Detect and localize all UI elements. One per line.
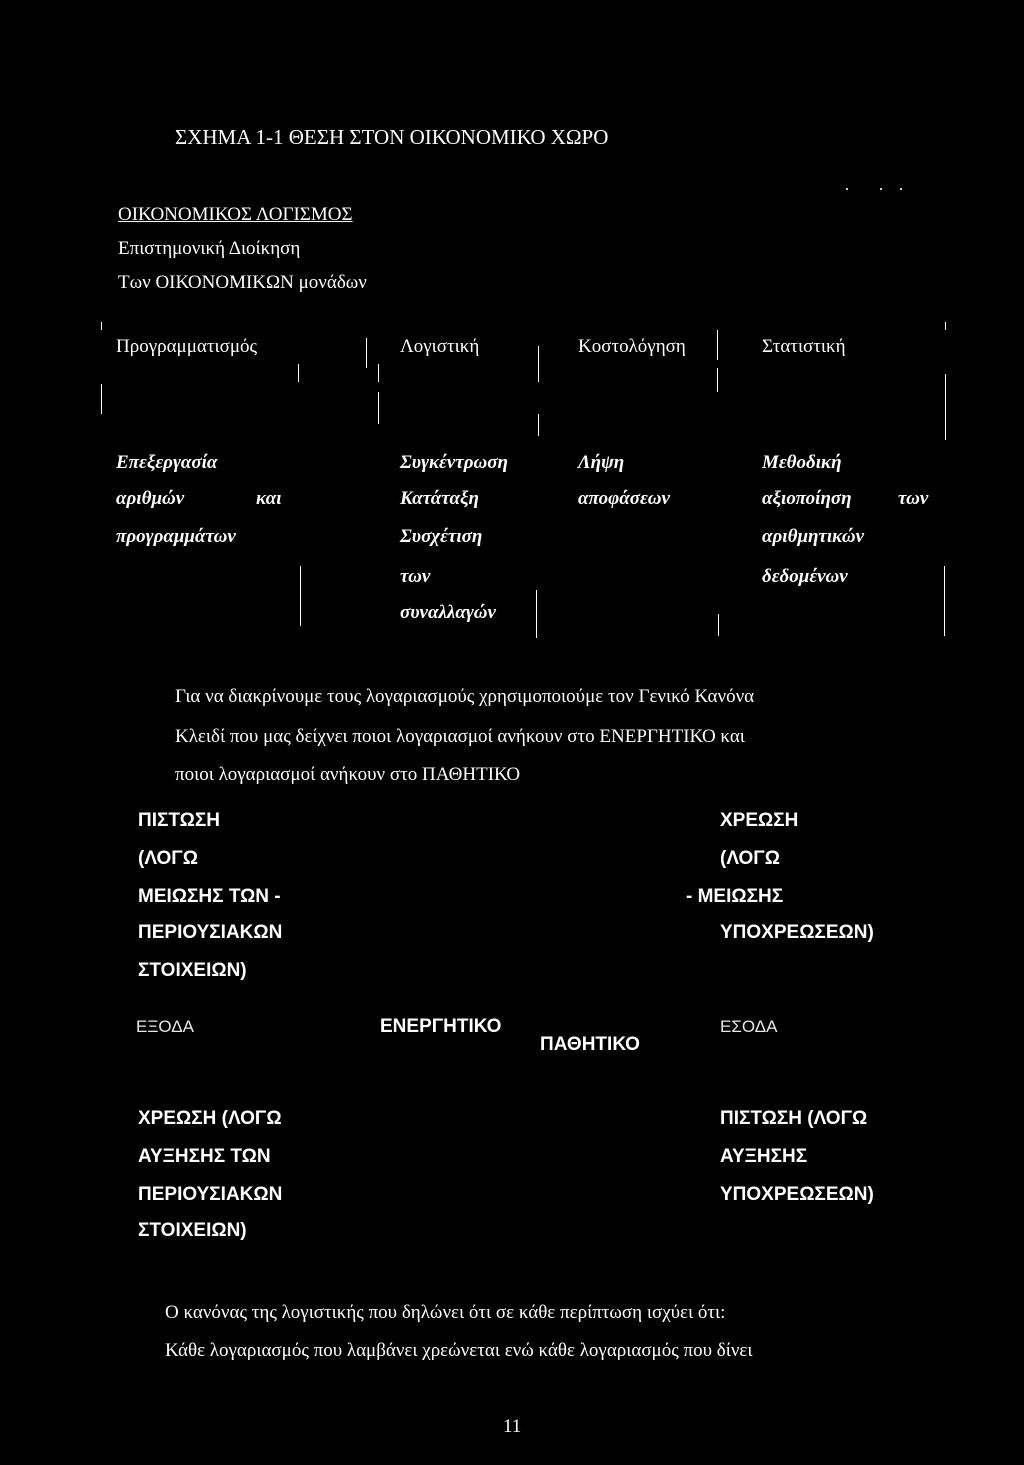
- connector-line: [718, 614, 719, 636]
- debit-increase-assets-3: ΠΕΡΙΟΥΣΙΑΚΩΝ: [138, 1184, 283, 1205]
- liabilities-label: ΠΑΘΗΤΙΚΟ: [540, 1034, 640, 1055]
- scan-mark: [846, 188, 848, 190]
- intro-line-1: Για να διακρίνουμε τους λογαριασμούς χρησιμοποιούμε τον Γενικό Κανόνα: [175, 686, 755, 707]
- connector-line: [536, 590, 537, 638]
- detail-col4-line4: δεδομένων: [762, 566, 848, 587]
- detail-col1-line2: αριθμών: [116, 488, 185, 509]
- detail-col3-line2: αποφάσεων: [578, 488, 670, 509]
- detail-col2-line5: συναλλαγών: [400, 602, 496, 623]
- detail-col1-and: και: [256, 488, 282, 509]
- debit-decrease-liabilities-4: ΥΠΟΧΡΕΩΣΕΩΝ): [720, 922, 874, 943]
- scan-mark: [900, 188, 902, 190]
- detail-col2-line3: Συσχέτιση: [400, 526, 483, 547]
- footer-line-2: Κάθε λογαριασμός που λαμβάνει χρεώνεται ενώ κάθε λογαριασμός που δίνει: [165, 1340, 753, 1361]
- branch-statistics: Στατιστική: [762, 336, 846, 357]
- income-label: ΕΣΟΔΑ: [720, 1017, 778, 1036]
- connector-line: [101, 384, 102, 414]
- header-line-2: Των ΟΙΚΟΝΟΜΙΚΩΝ μονάδων: [118, 272, 367, 293]
- detail-col2-line2: Κατάταξη: [400, 488, 479, 509]
- detail-col2-line4: των: [400, 566, 431, 587]
- debit-decrease-liabilities-3: - ΜΕΙΩΣΗΣ: [686, 886, 784, 907]
- credit-increase-liabilities-1: ΠΙΣΤΩΣΗ (ΛΟΓΩ: [720, 1108, 868, 1129]
- credit-increase-liabilities-3: ΥΠΟΧΡΕΩΣΕΩΝ): [720, 1184, 874, 1205]
- credit-decrease-assets-3: ΜΕΙΩΣΗΣ ΤΩΝ -: [138, 886, 281, 907]
- debit-increase-assets-4: ΣΤΟΙΧΕΙΩΝ): [138, 1220, 247, 1241]
- connector-line: [538, 414, 539, 436]
- connector-line: [378, 392, 379, 424]
- intro-line-2: Κλειδί που μας δείχνει ποιοι λογαριασμοί ανήκουν στο ΕΝΕΡΓΗΤΙΚΟ και: [175, 726, 745, 747]
- scan-mark: [880, 188, 882, 190]
- debit-decrease-liabilities-2: (ΛΟΓΩ: [720, 848, 780, 869]
- connector-line: [378, 364, 379, 382]
- assets-label: ΕΝΕΡΓΗΤΙΚΟ: [380, 1016, 502, 1037]
- credit-increase-liabilities-2: ΑΥΞΗΣΗΣ: [720, 1146, 808, 1167]
- connector-line: [945, 322, 946, 330]
- detail-col4-line3: αριθμητικών: [762, 526, 865, 547]
- credit-decrease-assets-5: ΣΤΟΙΧΕΙΩΝ): [138, 960, 247, 981]
- branch-costing: Κοστολόγηση: [578, 336, 686, 357]
- section-heading: ΟΙΚΟΝΟΜΙΚΟΣ ΛΟΓΙΣΜΟΣ: [118, 204, 353, 225]
- connector-line: [945, 374, 946, 440]
- credit-decrease-assets-2: (ΛΟΓΩ: [138, 848, 198, 869]
- footer-line-1: Ο κανόνας της λογιστικής που δηλώνει ότι σε κάθε περίπτωση ισχύει ότι:: [165, 1302, 726, 1323]
- debit-increase-assets-1: ΧΡΕΩΣΗ (ΛΟΓΩ: [138, 1108, 282, 1129]
- debit-decrease-liabilities-1: ΧΡΕΩΣΗ: [720, 810, 799, 831]
- detail-col4-line1: Μεθοδική: [762, 452, 842, 473]
- connector-line: [717, 330, 718, 360]
- detail-col3-line1: Λήψη: [578, 452, 625, 473]
- detail-col1-line3: προγραμμάτων: [116, 526, 236, 547]
- detail-col1-line1: Επεξεργασία: [116, 452, 218, 473]
- detail-col2-line1: Συγκέντρωση: [400, 452, 508, 473]
- branch-accounting: Λογιστική: [400, 336, 480, 357]
- credit-decrease-assets-1: ΠΙΣΤΩΣΗ: [138, 810, 221, 831]
- intro-line-3: ποιοι λογαριασμοί ανήκουν στο ΠΑΘΗΤΙΚΟ: [175, 764, 521, 785]
- header-line-1: Επιστημονική Διοίκηση: [118, 238, 301, 259]
- connector-line: [538, 346, 539, 382]
- connector-line: [298, 364, 299, 382]
- connector-line: [944, 566, 945, 636]
- detail-col4-line2: αξιοποίηση: [762, 488, 852, 509]
- page-number: 11: [503, 1416, 522, 1437]
- debit-increase-assets-2: ΑΥΞΗΣΗΣ ΤΩΝ: [138, 1146, 271, 1167]
- detail-col4-of: των: [898, 488, 929, 509]
- connector-line: [366, 338, 367, 368]
- branch-programming: Προγραμματισμός: [116, 336, 258, 357]
- figure-title: ΣΧΗΜΑ 1-1 ΘΕΣΗ ΣΤΟΝ ΟΙΚΟΝΟΜΙΚΟ ΧΩΡΟ: [175, 125, 609, 149]
- connector-line: [101, 322, 102, 330]
- connector-line: [717, 368, 718, 392]
- connector-line: [300, 566, 301, 626]
- expenses-label: ΕΞΟΔΑ: [136, 1017, 194, 1036]
- credit-decrease-assets-4: ΠΕΡΙΟΥΣΙΑΚΩΝ: [138, 922, 283, 943]
